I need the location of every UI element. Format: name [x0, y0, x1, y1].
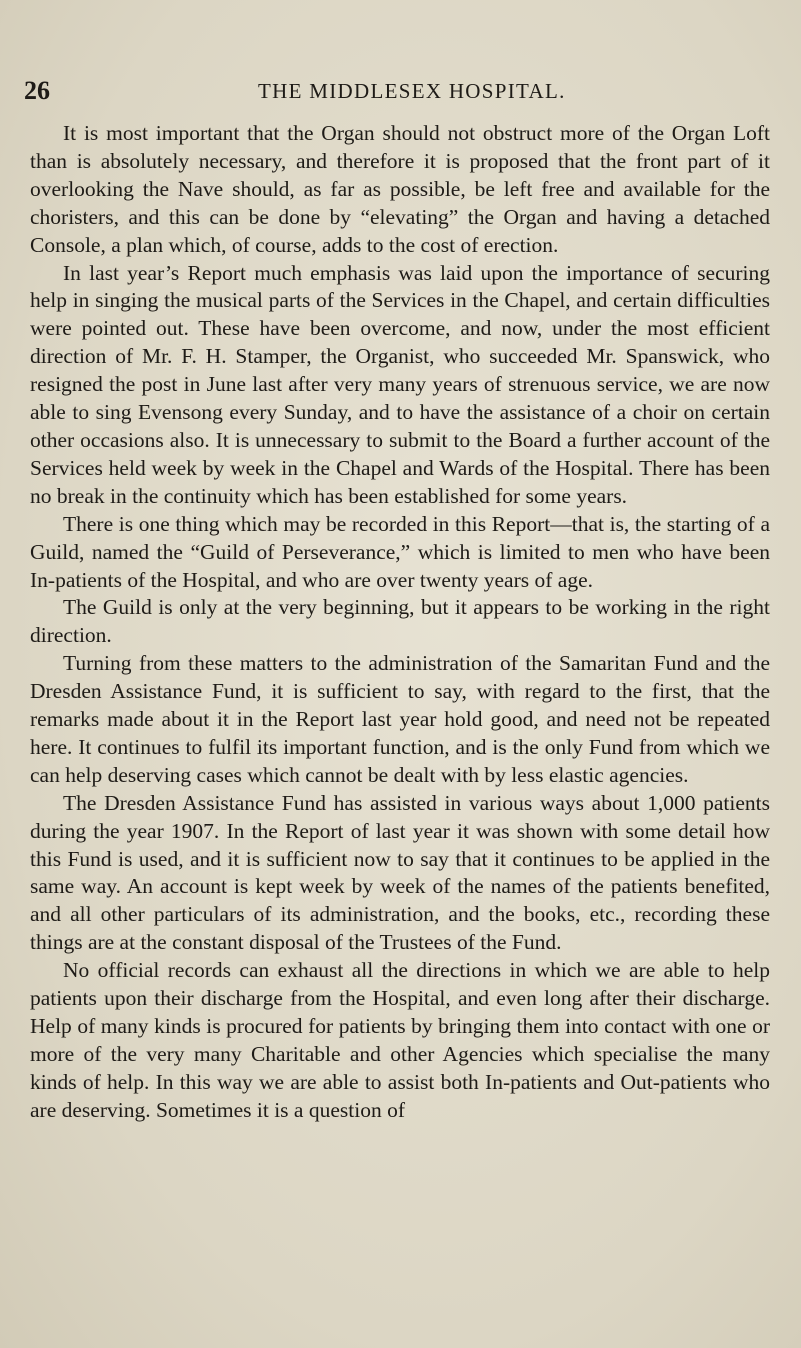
- page-number: 26: [24, 76, 50, 105]
- paragraph-guild: There is one thing which may be recorded in this Report—that is, the starting of a Guild, named the “Guild of Perseverance,” which is limited to men who have been In-patients of the Hospital, and who are over twenty years of age.: [30, 511, 770, 592]
- paragraph-samaritan-fund: Turning from these matters to the administration of the Samaritan Fund and the Dresden Assistance Fund, it is sufficient to say, with regard to the first, that the remarks made about it in the Report last year hold good, and need not be repeated here. It continues to fulfil its important function, and is the only Fund from which we can help deserving cases which cannot be dealt with by less elastic agencies.: [30, 651, 770, 787]
- body-text: [30, 120, 770, 1125]
- paragraph-dresden-fund: The Dresden Assistance Fund has assisted in various ways about 1,000 patients during the year 1907. In the Report of last year it was shown with some detail how this Fund is used, and it is sufficient now to say that it continues to be applied in the same way. An account is kept week by week of the names of the patients benefited, and all other particulars of its administration, and the books, etc., recording these things are at the constant disposal of the Trustees of the Fund.: [30, 790, 770, 955]
- running-head: [24, 74, 764, 108]
- running-title: THE MIDDLESEX HOSPITAL.: [258, 79, 566, 103]
- paragraph-chapel-services: In last year’s Report much emphasis was laid upon the importance of securing help in singing the musical parts of the Services in the Chapel, and certain difficulties were pointed out. These have been overcome, and now, under the most efficient direction of Mr. F. H. Stamper, the Organist, who succeeded Mr. Spanswick, who resigned the post in June last after very many years of strenuous service, we are now able to sing Evensong every Sunday, and to have the assistance of a choir on certain other occasions also. It is unnecessary to submit to the Board a further account of the Services held week by week in the Chapel and Wards of the Hospital. There has been no break in the continuity which has been established for some years.: [30, 260, 770, 508]
- paragraph-organ: It is most important that the Organ should not obstruct more of the Organ Loft than is absolutely necessary, and therefore it is proposed that the front part of it overlooking the Nave should, as far as possible, be left free and available for the choristers, and this can be done by “elevating” the Organ and having a detached Console, a plan which, of course, adds to the cost of erection.: [30, 121, 770, 257]
- paragraph-guild-progress: The Guild is only at the very beginning, but it appears to be working in the right direction.: [30, 595, 770, 648]
- paragraph-help-patients: No official records can exhaust all the directions in which we are able to help patients upon their discharge from the Hospital, and even long after their discharge. Help of many kinds is procured for patients by bringing them into contact with one or more of the very many Charitable and other Agencies which specialise the many kinds of help. In this way we are able to assist both In-patients and Out-patients who are deserving. Sometimes it is a question of: [30, 958, 770, 1122]
